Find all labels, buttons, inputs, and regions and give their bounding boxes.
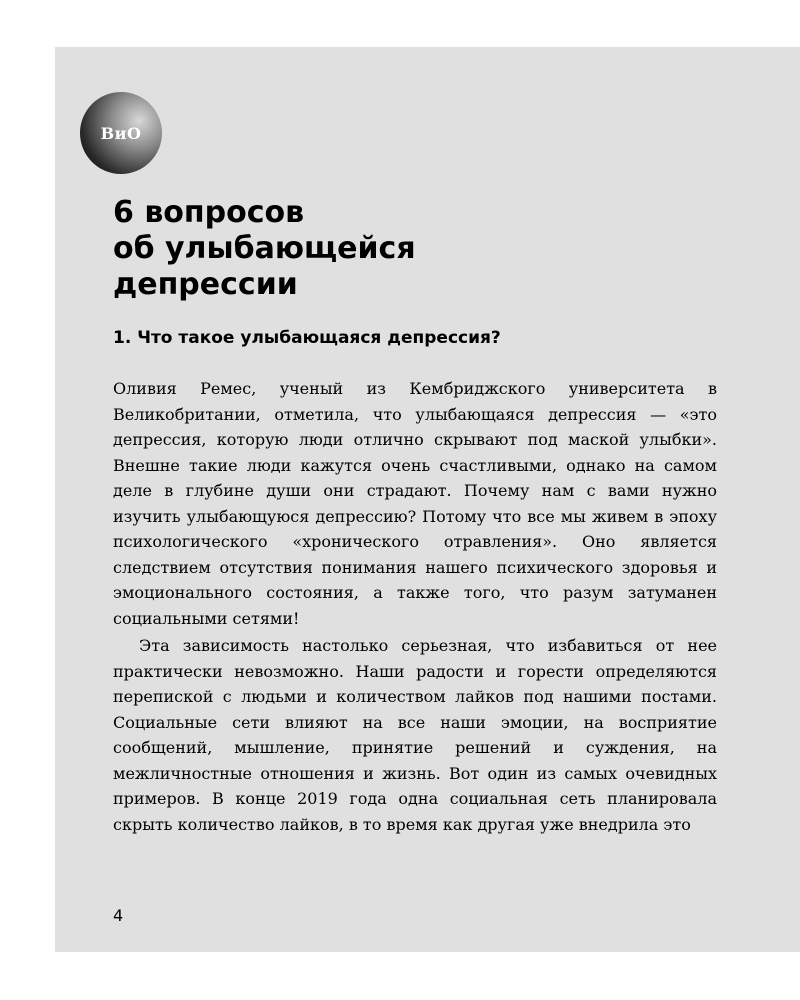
title-line: депрессии [113,267,298,302]
page-number: 4 [113,906,124,925]
body-text [113,376,717,837]
title-line: 6 вопросов [113,195,305,230]
paragraph: Эта зависимость настолько серьезная, что избавиться от нее практически невозможно. Наши радости и горести определяются перепиской с людьми и количеством лайков под нашими постами. Социальные сети влияют на все наши эмоции, на восприятие сообщений, мышление, принятие решений и суждения, на межличностные отношения и жизнь. Вот один из самых очевидных примеров. В конце 2019 года одна социальная сеть планировала скрыть количество лайков, в то время как другая уже внедрила это [113,636,717,834]
badge-label: ВиО [100,123,142,143]
chapter-title [113,195,673,303]
title-line: об улыбающейся [113,231,416,266]
publisher-badge [80,92,162,174]
paragraph: Оливия Ремес, ученый из Кембриджского университета в Великобритании, отметила, что улыбающаяся депрессия — «это депрессия, которую люди отлично скрывают под маской улыбки». Внешне такие люди кажутся очень счастливыми, однако на самом деле в глубине души они страдают. Почему нам с вами нужно изучить улыбающуюся депрессию? Потому что все мы живем в эпоху психологического «хронического отравления». Оно является следствием отсутствия понимания нашего психического здоровья и эмоционального состояния, а также того, что разум затуманен социальными сетями! [113,379,717,628]
section-heading: 1. Что такое улыбающаяся депрессия? [113,328,501,348]
